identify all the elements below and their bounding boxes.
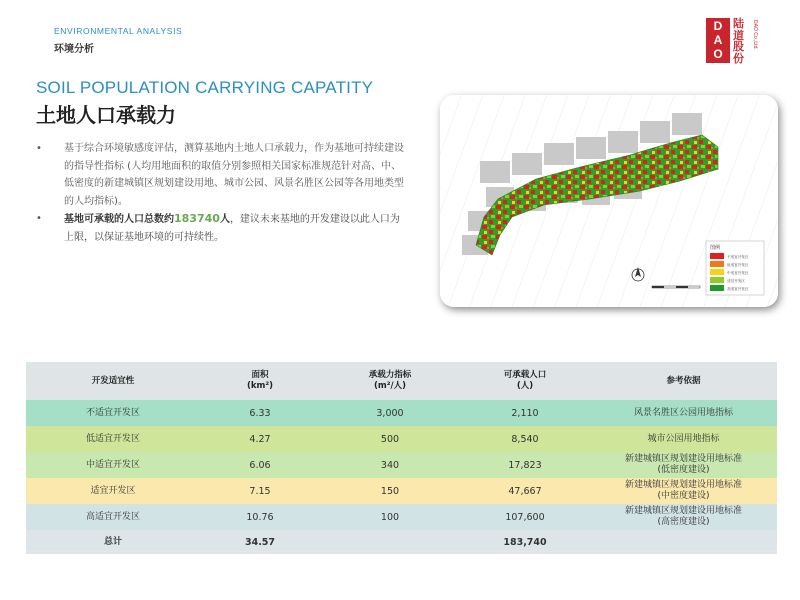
table-row (26, 478, 777, 504)
cell-population: 8,540 (460, 426, 590, 452)
cell-reference: 新建城镇区规划建设用地标准 (中密度建设) (590, 478, 777, 504)
section-kicker-en: ENVIRONMENTAL ANALYSIS (54, 26, 183, 36)
cell-reference: 风景名胜区公园用地指标 (590, 400, 777, 426)
cell-area: 6.06 (200, 452, 320, 478)
bullet-item: • 基地可承载的人口总数约183740人，建议未来基地的开发建设以此人口为上限，以保证基地环境的可持续性。 (36, 212, 400, 243)
table-header-row (26, 362, 777, 400)
bullet-dot-icon: • (36, 143, 42, 154)
cell-zone: 高适宜开发区 (26, 504, 200, 530)
legend-swatch (710, 261, 724, 267)
cell-total-label: 总计 (26, 530, 200, 554)
col-header-area: 面积 (km²) (200, 362, 320, 400)
cell-total-population: 183,740 (460, 530, 590, 554)
legend-swatch (710, 253, 724, 259)
cell-area: 7.15 (200, 478, 320, 504)
cell-population: 2,110 (460, 400, 590, 426)
map-graphic (440, 95, 778, 307)
table-bottom-rule (26, 551, 777, 552)
total-population-highlight: 183740 (174, 212, 220, 225)
cell-zone: 适宜开发区 (26, 478, 200, 504)
col-header-suitability: 开发适宜性 (26, 362, 200, 400)
company-logo (706, 18, 772, 63)
suitability-map (440, 95, 778, 307)
cell-zone: 低适宜开发区 (26, 426, 200, 452)
cell-index: 3,000 (320, 400, 460, 426)
legend-label: 高适宜开发区 (727, 287, 749, 291)
cell-area: 4.27 (200, 426, 320, 452)
legend-label: 低适宜开发区 (727, 263, 749, 267)
page-title-en: SOIL POPULATION CARRYING CAPATITY (36, 78, 374, 97)
scale-bar (652, 286, 700, 288)
cell-reference: 新建城镇区规划建设用地标准 (低密度建设) (590, 452, 777, 478)
legend-swatch (710, 269, 724, 275)
carrying-capacity-table (26, 362, 777, 554)
legend-swatch (710, 277, 724, 283)
cell-population: 47,667 (460, 478, 590, 504)
table-row (26, 400, 777, 426)
bullet-dot-icon: • (36, 213, 42, 224)
legend-title: 图例 (710, 245, 721, 251)
cell-zone: 中适宜开发区 (26, 452, 200, 478)
col-header-population: 可承载人口 (人) (460, 362, 590, 400)
cell-population: 107,600 (460, 504, 590, 530)
cell-area: 10.76 (200, 504, 320, 530)
col-header-reference: 参考依据 (590, 362, 777, 400)
cell-area: 6.33 (200, 400, 320, 426)
logo-mark: D A O (706, 18, 730, 63)
cell-index: 150 (320, 478, 460, 504)
legend-label: 适宜开发区 (727, 279, 745, 283)
cell-zone: 不适宜开发区 (26, 400, 200, 426)
legend-label: 中适宜开发区 (727, 271, 749, 275)
logo-co-text: DAO Co.,Ltd. (752, 20, 758, 50)
col-header-index: 承载力指标 (m²/人) (320, 362, 460, 400)
cell-reference: 城市公园用地指标 (590, 426, 777, 452)
cell-population: 17,823 (460, 452, 590, 478)
cell-reference: 新建城镇区规划建设用地标准 (高密度建设) (590, 504, 777, 530)
table-row (26, 504, 777, 530)
table-row (26, 426, 777, 452)
description-bullets (36, 140, 408, 246)
table-row (26, 452, 777, 478)
bullet-item: • 基于综合环境敏感度评估，测算基地内土地人口承载力，作为基地可持续建设的指导性指标 (人均用地面积的取值分别参照相关国家标准规范针对高、中、低密度的新建城镇区规划建设用地、城市公园、风景名胜区公园等各用地类型的人均指标)。 (36, 140, 408, 210)
legend-label: 不适宜开发区 (727, 255, 749, 259)
logo-cn-name: 陆 道 股 份 (733, 17, 744, 65)
section-kicker-cn: 环境分析 (54, 44, 94, 55)
cell-total-area: 34.57 (200, 530, 320, 554)
cell-index: 340 (320, 452, 460, 478)
cell-index: 100 (320, 504, 460, 530)
legend-swatch (710, 285, 724, 291)
page-title-cn: 土地人口承载力 (36, 103, 176, 127)
cell-index: 500 (320, 426, 460, 452)
